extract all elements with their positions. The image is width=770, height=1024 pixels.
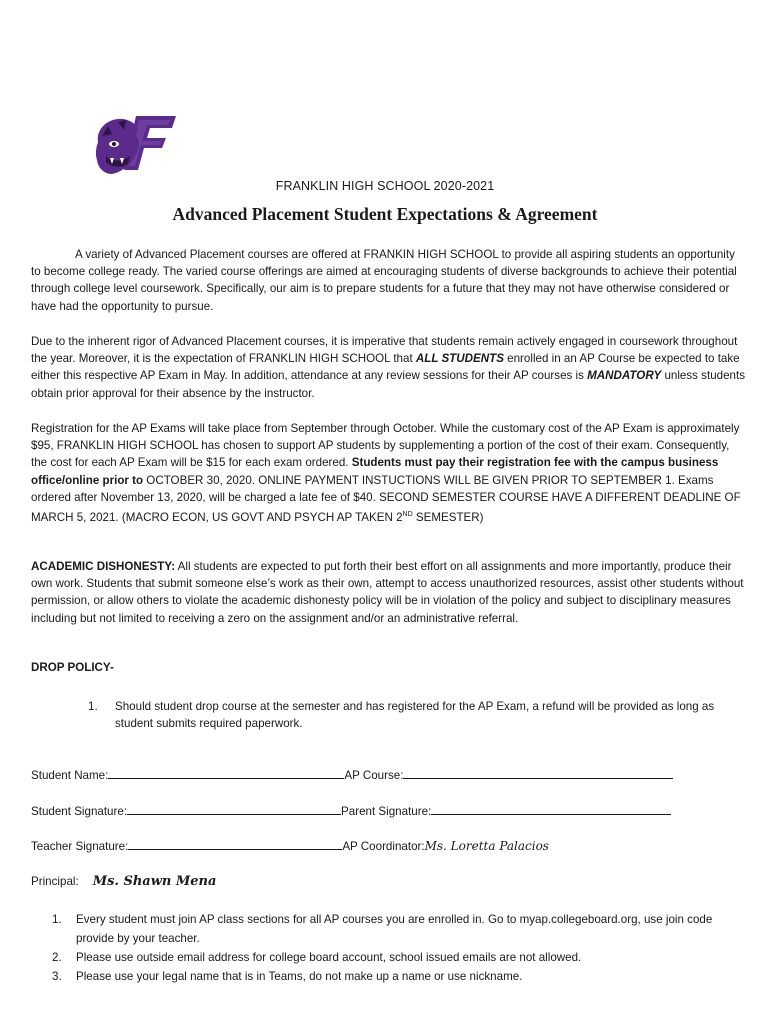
intro-paragraph: A variety of Advanced Placement courses are offered at FRANKIN HIGH SCHOOL to provide all aspiring students an opportunity to become college ready. The varied course offerings are aimed at encouraging students of diverse backgrounds to achieve their potential through college level coursework. Specifically, our aim is to prepare students for a future that they may not have otherwise considered or have had the opportunity to pursue. bbox=[31, 248, 737, 313]
instructions-list bbox=[52, 910, 742, 986]
drop-policy-item: Should student drop course at the semester and has registered for the AP Exam, a refund will be provided as long as student submits required paperwork. bbox=[115, 700, 715, 731]
academic-dishonesty-paragraph: ACADEMIC DISHONESTY: All students are expected to put forth their best effort on all assignments and more importantly, produce their own work. Students that submit someone else’s work as their own, attempt to access unauthorized resources, assist other students without permission, or allow others to violate the academic dishonesty policy will be in violation of the policy and subject to disciplinary measures including but not limited to receiving a zero on the assignment and/or an administrative referral. bbox=[31, 560, 744, 625]
principal-signature: Ms. Shawn Mena bbox=[92, 874, 217, 889]
student-name-field[interactable] bbox=[108, 767, 344, 779]
ap-course-field[interactable] bbox=[403, 767, 673, 779]
school-logo-panther-icon bbox=[92, 112, 176, 182]
list-item: 2. Please use outside email address for college board account, school issued emails are not allowed. bbox=[52, 951, 582, 964]
ap-coordinator-signature: Ms. Loretta Palacios bbox=[424, 839, 549, 853]
list-item-number: 1. bbox=[88, 700, 98, 713]
drop-policy-heading: DROP POLICY- bbox=[31, 661, 114, 674]
student-signature-field[interactable] bbox=[127, 803, 341, 815]
ap-course-label: AP Course: bbox=[344, 769, 404, 782]
parent-signature-label: Parent Signature: bbox=[341, 805, 432, 818]
teacher-signature-label: Teacher Signature: bbox=[31, 840, 129, 853]
school-year-heading: FRANKLIN HIGH SCHOOL 2020-2021 bbox=[275, 179, 495, 193]
ap-coordinator-label: AP Coordinator: bbox=[342, 840, 425, 853]
document-title: Advanced Placement Student Expectations & Agreement bbox=[172, 204, 598, 224]
principal-label: Principal: bbox=[31, 875, 79, 888]
student-name-row bbox=[31, 767, 673, 782]
signature-row bbox=[31, 803, 671, 818]
teacher-signature-field[interactable] bbox=[128, 838, 342, 850]
list-item: 3. Please use your legal name that is in Teams, do not make up a name or use nickname. bbox=[52, 970, 523, 983]
list-item: 1. Every student must join AP class sections for all AP courses you are enrolled in. Go to myap.collegeboard.org, use join code provide by your teacher. bbox=[52, 913, 713, 945]
student-signature-label: Student Signature: bbox=[31, 805, 128, 818]
teacher-row bbox=[31, 838, 549, 853]
registration-paragraph: Registration for the AP Exams will take place from September through October. While the customary cost of the AP Exam is approximately $95, FRANKLIN HIGH SCHOOL has chosen to support AP students by supplementing a portion of the cost of their exam. Consequently, the cost for each AP Exam will be $15 for each exam ordered. Students must pay their registration fee with the campus business office/online prior to OCTOBER 30, 2020. ONLINE PAYMENT INSTUCTIONS WILL BE GIVEN PRIOR TO SEPTEMBER 1. Exams ordered after November 13, 2020, will be charged a late fee of $40. SECOND SEMESTER COURSE HAVE A DIFFERENT DEADLINE OF MARCH 5, 2021. (MACRO ECON, US GOVT AND PSYCH AP TAKEN 2ND SEMESTER) bbox=[31, 422, 741, 524]
student-name-label: Student Name: bbox=[31, 769, 109, 782]
principal-row bbox=[31, 874, 216, 889]
expectations-paragraph: Due to the inherent rigor of Advanced Placement courses, it is imperative that students remain actively engaged in coursework throughout the year. Moreover, it is the expectation of FRANKLIN HIGH SCHOOL that ALL STUDENTS enrolled in an AP Course be expected to take either this respective AP Exam in May. In addition, attendance at any review sessions for their AP courses is MANDATORY unless students obtain prior approval for their absence by the instructor. bbox=[31, 335, 746, 400]
parent-signature-field[interactable] bbox=[431, 803, 671, 815]
